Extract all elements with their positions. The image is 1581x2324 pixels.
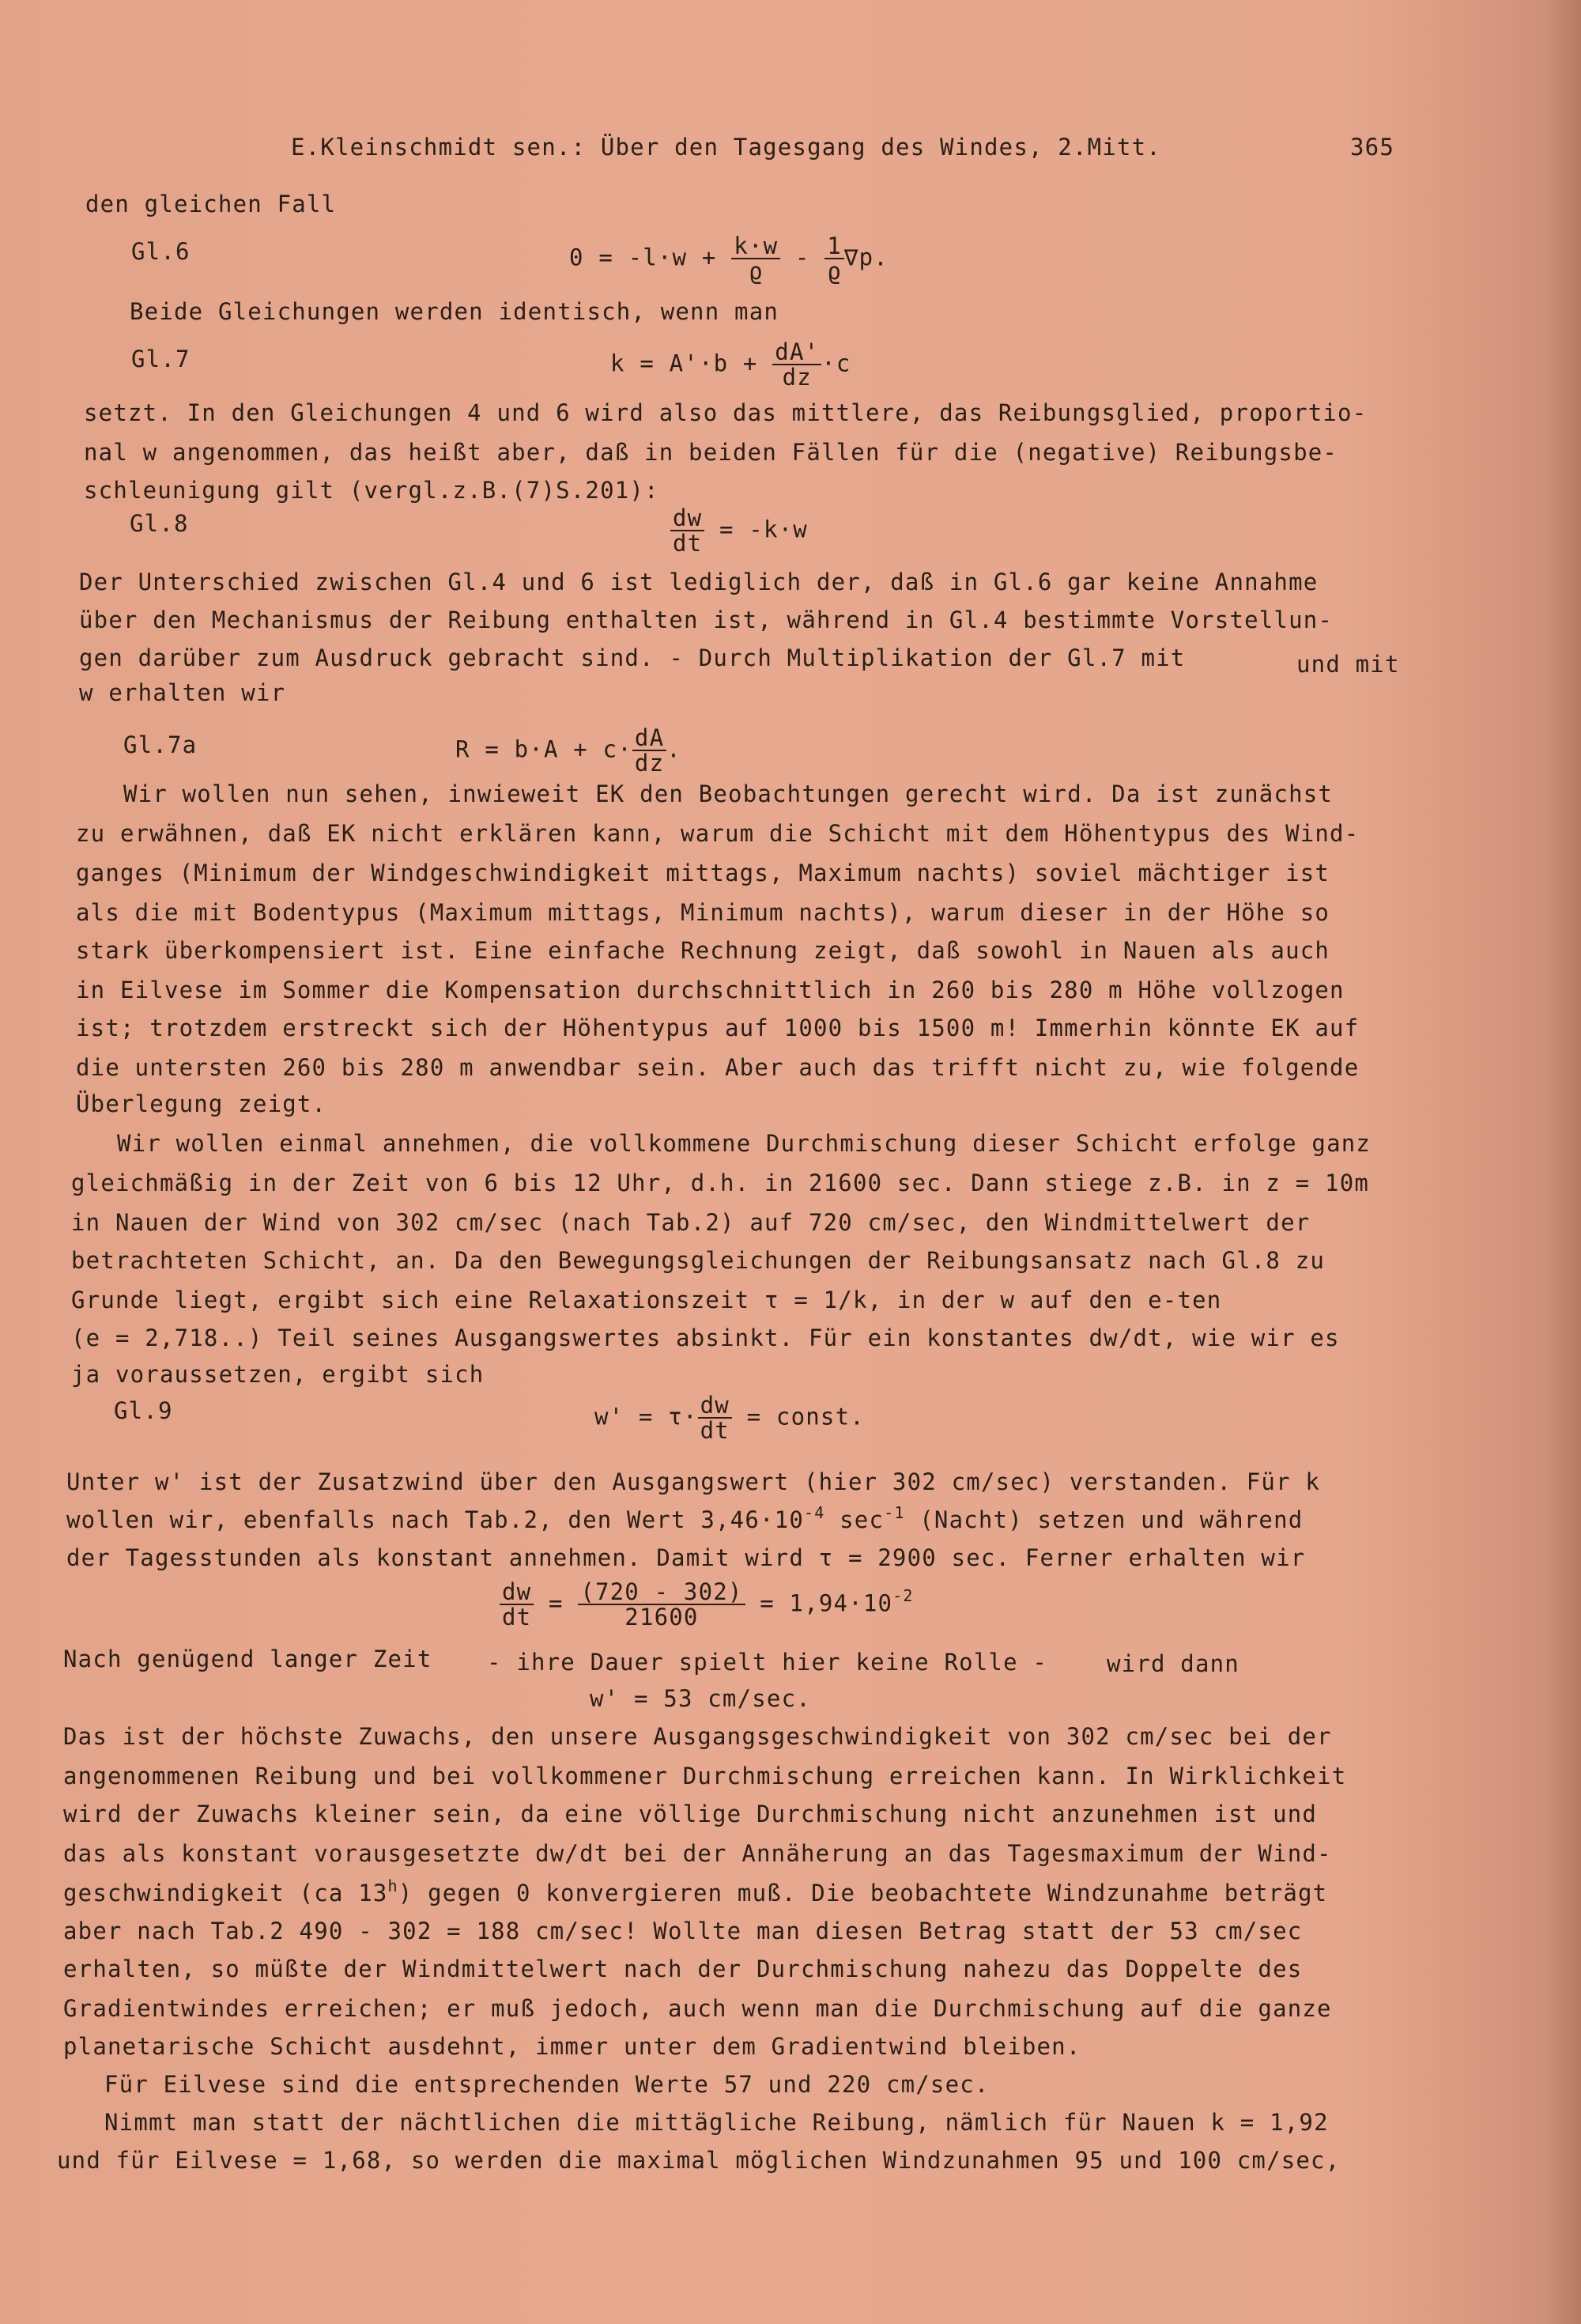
text-line: stark überkompensiert ist. Eine einfache Rechnung zeigt, daß sowohl in Nauen als auch: [76, 937, 1330, 964]
text-line: nal w angenommen, das heißt aber, daß in beiden Fällen für die (negative) Reibungsbe-: [84, 439, 1338, 466]
text-line: ganges (Minimum der Windgeschwindigkeit mittags, Maximum nachts) soviel mächtiger ist: [76, 860, 1330, 886]
text-line: Gradientwindes erreichen; er muß jedoch, auch wenn man die Durchmischung auf die ganze: [63, 1995, 1332, 2022]
text-line: Wir wollen nun sehen, inwieweit EK den Beobachtungen gerecht wird. Da ist zunächst: [123, 780, 1334, 807]
text-line: der Tagesstunden als konstant annehmen. Damit wird τ = 2900 sec. Ferner erhalten wir: [66, 1544, 1306, 1571]
text-line: in Nauen der Wind von 302 cm/sec (nach Tab.2) auf 720 cm/sec, den Windmittelwert der: [71, 1209, 1311, 1236]
text-line: betrachteten Schicht, an. Da den Bewegungsgleichungen der Reibungsansatz nach Gl.8 zu: [71, 1247, 1326, 1274]
text-line: ja voraussetzen, ergibt sich: [71, 1361, 485, 1388]
text-line: angenommenen Reibung und bei vollkommener Durchmischung erreichen kann. In Wirklichkeit: [63, 1763, 1347, 1789]
text-line: und mit: [1296, 651, 1400, 678]
equation-gl6: 0 = -l·w + $\frac{k\cdot w}{ϱ}$ - $\frac{1}{ϱ}$ ∇p.: [569, 232, 889, 285]
text-line: Beide Gleichungen werden identisch, wenn man: [130, 298, 779, 325]
text-line: über den Mechanismus der Reibung enthalten ist, während in Gl.4 bestimmte Vorstellun-: [79, 607, 1334, 633]
text-line: Nimmt man statt der nächtlichen die mittägliche Reibung, nämlich für Nauen k = 1,92: [104, 2109, 1329, 2136]
equation-gl7a: R = b·A + c· $\frac{dA}{dz}$ .: [455, 724, 681, 777]
equation-dwdt: $\frac{dw}{dt}$ = $\frac{(720 - 302)}{21600}$ = $1,94\cdot 10^{-2}$: [500, 1580, 914, 1630]
equation-label: Gl.7: [131, 346, 191, 372]
text-line: Unter w' ist der Zusatzwind über den Ausgangswert (hier 302 cm/sec) verstanden. Für k: [66, 1468, 1321, 1495]
text-line: in Eilvese im Sommer die Kompensation durchschnittlich in 260 bis 280 m Höhe vollzogen: [76, 977, 1345, 1003]
text-line: als die mit Bodentypus (Maximum mittags, Minimum nachts), warum dieser in der Höhe so: [76, 899, 1330, 926]
equation-label: Gl.6: [131, 238, 191, 265]
text-line: setzt. In den Gleichungen 4 und 6 wird also das mittlere, das Reibungsglied, proportio-: [84, 399, 1368, 426]
text-line: gen darüber zum Ausdruck gebracht sind. - Durch Multiplikation der Gl.7 mit: [79, 644, 1186, 671]
text-line: Der Unterschied zwischen Gl.4 und 6 ist lediglich der, daß in Gl.6 gar keine Annahme: [79, 569, 1319, 595]
text-line: (e = 2,718..) Teil seines Ausgangswertes absinkt. Für ein konstantes dw/dt, wie wir es: [71, 1324, 1340, 1351]
equation-gl7: k = A'·b + $\frac{dA'}{dz}$ ·c: [610, 338, 851, 391]
equation-label: Gl.9: [114, 1397, 173, 1424]
equation-label: Gl.8: [130, 510, 189, 537]
text-line: - ihre Dauer spielt hier keine Rolle -: [487, 1649, 1048, 1676]
page-edge-shadow: [1543, 0, 1581, 2324]
text-line: gleichmäßig in der Zeit von 6 bis 12 Uhr, d.h. in 21600 sec. Dann stiege z.B. in z = 10m: [71, 1170, 1370, 1196]
text-line: zu erwähnen, daß EK nicht erklären kann, warum die Schicht mit dem Höhentypus des Wind-: [76, 820, 1360, 847]
text-line: wird dann: [1107, 1650, 1240, 1677]
text-line: Nach genügend langer Zeit: [63, 1646, 432, 1672]
page-number: 365: [1350, 134, 1394, 161]
text-line: schleunigung gilt (vergl.z.B.(7)S.201):: [84, 477, 659, 504]
text-line: Das ist der höchste Zuwachs, den unsere Ausgangsgeschwindigkeit von 302 cm/sec bei der: [63, 1723, 1332, 1750]
equation-wprime: w' = 53 cm/sec.: [590, 1685, 811, 1712]
equation-gl9: w' = τ· $\frac{dw}{dt}$ = const.: [594, 1392, 865, 1445]
text-line: wird der Zuwachs kleiner sein, da eine völlige Durchmischung nicht anzunehmen ist und: [63, 1801, 1318, 1827]
text-line: w erhalten wir: [79, 679, 286, 706]
equation-gl8: $\frac{dw}{dt}$ = -k·w: [670, 506, 808, 556]
text-line: Überlegung zeigt.: [76, 1090, 327, 1117]
text-line: geschwindigkeit (ca 13$^h$) gegen 0 konvergieren muß. Die beobachtete Windzunahme beträgt: [63, 1876, 1328, 1906]
text-line: Grunde liegt, ergibt sich eine Relaxationszeit τ = 1/k, in der w auf den e-ten: [71, 1287, 1222, 1313]
text-line: Für Eilvese sind die entsprechenden Werte 57 und 220 cm/sec.: [104, 2071, 990, 2098]
text-line: die untersten 260 bis 280 m anwendbar sein. Aber auch das trifft nicht zu, wie folgende: [76, 1054, 1360, 1081]
equation-label: Gl.7a: [123, 731, 198, 758]
text-line: das als konstant vorausgesetzte dw/dt bei der Annäherung an das Tagesmaximum der Wind-: [63, 1840, 1332, 1867]
text-line: wollen wir, ebenfalls nach Tab.2, den Wert $3,46\cdot 10^{-4}$ $\sec^{-1}$ (Nacht) setzen und während: [66, 1503, 1304, 1533]
text-line: aber nach Tab.2 490 - 302 = 188 cm/sec! Wollte man diesen Betrag statt der 53 cm/sec: [63, 1918, 1303, 1944]
text-line: planetarische Schicht ausdehnt, immer unter dem Gradientwind bleiben.: [63, 2033, 1081, 2060]
text-line: erhalten, so müßte der Windmittelwert nach der Durchmischung nahezu das Doppelte des: [63, 1956, 1303, 1982]
text-line: ist; trotzdem erstreckt sich der Höhentypus auf 1000 bis 1500 m! Immerhin könnte EK auf: [76, 1015, 1360, 1041]
text-line: den gleichen Fall: [85, 191, 337, 217]
text-line: Wir wollen einmal annehmen, die vollkommene Durchmischung dieser Schicht erfolge ganz: [117, 1130, 1372, 1157]
text-line: und für Eilvese = 1,68, so werden die maximal möglichen Windzunahmen 95 und 100 cm/sec,: [57, 2147, 1341, 2174]
running-title: E.Kleinschmidt sen.: Über den Tagesgang des Windes, 2.Mitt.: [291, 134, 1161, 161]
